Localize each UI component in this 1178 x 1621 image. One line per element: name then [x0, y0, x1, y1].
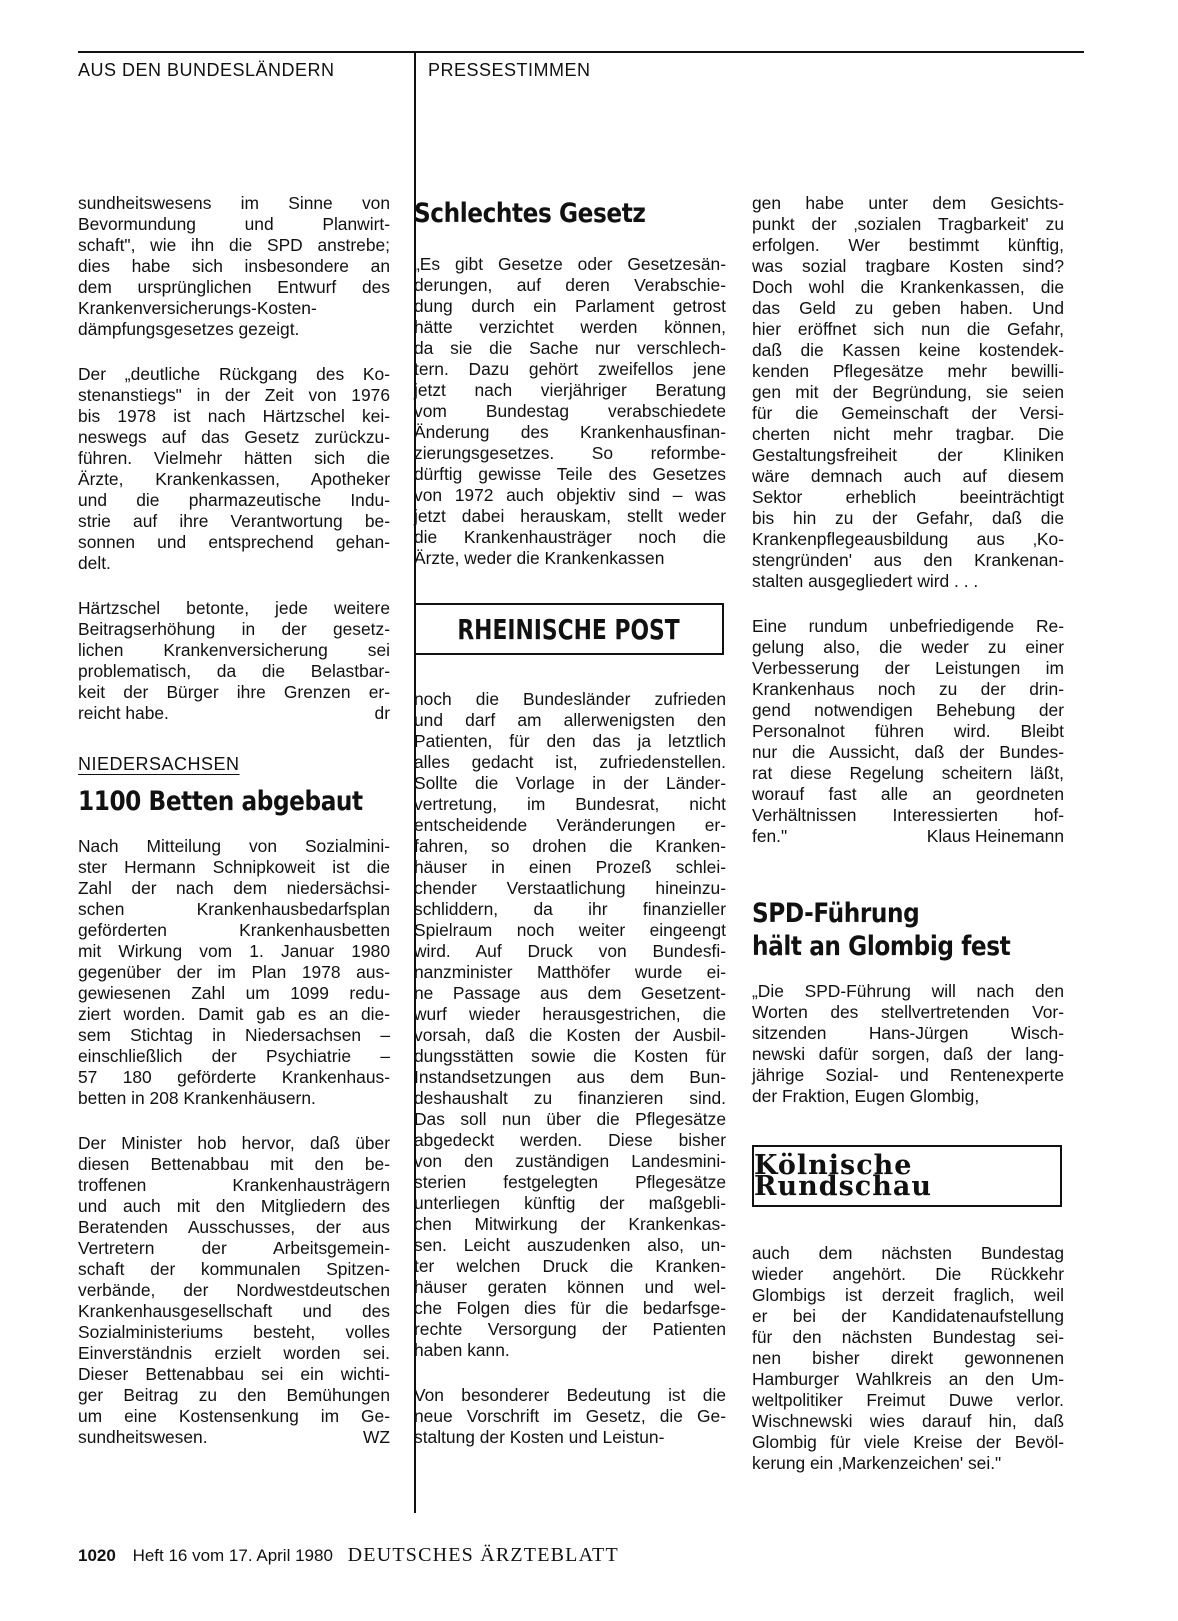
text-line: Beratenden Ausschusses, der aus [78, 1217, 390, 1237]
text-line: kenden Pflegesätze mehr bewilli- [752, 361, 1064, 381]
text-line: stalten ausgegliedert wird . . . [752, 571, 979, 591]
text-line: haben kann. [414, 1340, 510, 1360]
col2-para3 [414, 1385, 726, 1448]
text-line: Doch wohl die Krankenkassen, die [752, 277, 1064, 297]
text-line: chen Mitwirkung der Krankenkas- [414, 1214, 726, 1234]
text-line: strie auf ihre Verantwortung be- [78, 511, 390, 531]
text-line: zierungsgesetzes. So reformbe- [414, 443, 726, 463]
text-line: vertretung, im Bundesrat, nicht [414, 794, 726, 814]
text-line: nen bisher direkt gewonnenen [752, 1348, 1064, 1368]
col1-para4 [78, 836, 390, 1109]
text-line: Änderung des Krankenhausfinan- [414, 422, 726, 442]
text-line: gegenüber der im Plan 1978 aus- [78, 962, 390, 982]
text-line: von 1972 auch objektiv sind – was [414, 485, 726, 505]
page-footer [78, 1544, 619, 1567]
text-line: geförderten Krankenhausbetten [78, 920, 390, 940]
col1-para3 [78, 598, 390, 724]
text-line: fahren, so drohen die Kranken- [414, 836, 726, 856]
text-line: fen." Klaus Heinemann [752, 826, 1064, 846]
text-line: verbände, der Nordwestdeutschen [78, 1280, 390, 1300]
text-line: Wischnewski wies darauf hin, daß [752, 1411, 1064, 1431]
text-line: nanzminister Matthöfer wurde ei- [414, 962, 726, 982]
article-headline-betten: 1100 Betten abgebaut [78, 786, 363, 817]
text-line: „Es gibt Gesetze oder Gesetzesän- [414, 254, 726, 274]
text-line: nur die Aussicht, daß der Bundes- [752, 742, 1064, 762]
text-line: sem Stichtag in Niedersachsen – [78, 1025, 390, 1045]
text-line: dem ursprünglichen Entwurf des [78, 277, 390, 297]
text-line: stenanstiegs" in der Zeit von 1976 [78, 385, 390, 405]
text-line: vom Bundestag verabschiedete [414, 401, 726, 421]
text-line: dungsstätten sowie die Kosten für [414, 1046, 726, 1066]
text-line: tern. Dazu gehört zweifellos jene [414, 359, 726, 379]
text-line: vorsah, daß die Kosten der Ausbil- [414, 1025, 726, 1045]
col2-para1 [414, 254, 726, 569]
text-line: Worten des stellvertretenden Vor- [752, 1002, 1064, 1022]
text-line: betten in 208 Krankenhäusern. [78, 1088, 316, 1108]
text-line: punkt der ‚sozialen Tragbarkeit' zu [752, 214, 1064, 234]
text-line: dung durch ein Parlament getrost [414, 296, 726, 316]
col3-para1 [752, 193, 1064, 592]
column-2 [414, 193, 726, 1472]
text-line: er bei der Kandidatenaufstellung [752, 1306, 1064, 1326]
koelnische-rundschau-logo [752, 1145, 1062, 1207]
text-line: chender Verstaatlichung hineinzu- [414, 878, 726, 898]
text-line: lichen Krankenversicherung sei [78, 640, 390, 660]
text-line: einschließlich der Psychiatrie – [78, 1046, 390, 1066]
text-line: diesen Bettenabbau mit den be- [78, 1154, 390, 1174]
text-line: Eine rundum unbefriedigende Re- [752, 616, 1064, 636]
text-line: Einverständnis erzielt worden sei. [78, 1343, 390, 1363]
text-line: kerung ein ‚Markenzeichen' sei." [752, 1453, 1002, 1473]
text-line: Zahl der nach dem niedersächsi- [78, 878, 390, 898]
text-line: auch dem nächsten Bundestag [752, 1243, 1064, 1263]
text-line: Härtzschel betonte, jede weitere [78, 598, 390, 618]
text-line: die Krankenhausträger noch die [414, 527, 726, 547]
text-line: Glombig für viele Kreise der Bevöl- [752, 1432, 1064, 1452]
header-rule [78, 51, 1084, 53]
text-line: unterliegen künftig der maßgebli- [414, 1193, 726, 1213]
text-line: Von besonderer Bedeutung ist die [414, 1385, 726, 1405]
text-line: und darf am allerwenigsten den [414, 710, 726, 730]
text-line: Dieser Bettenabbau sei ein wichti- [78, 1364, 390, 1384]
text-line: Ärzte, weder die Krankenkassen [414, 548, 665, 568]
text-line: Personalnot führen wird. Bleibt [752, 721, 1064, 741]
text-line: neswegs auf das Gesetz zurückzu- [78, 427, 390, 447]
text-line: Bevormundung und Planwirt- [78, 214, 390, 234]
text-line: Vertretern der Arbeitsgemein- [78, 1238, 390, 1258]
text-line: Verbesserung der Leistungen im [752, 658, 1064, 678]
text-line: hätte verzichtet werden können, [414, 317, 726, 337]
text-line: wieder angehört. Die Rückkehr [752, 1264, 1064, 1284]
col3-para3 [752, 981, 1064, 1107]
text-line: Instandsetzungen aus dem Bun- [414, 1067, 726, 1087]
text-line: ster Hermann Schnipkoweit ist die [78, 857, 390, 877]
article-headline-schlechtes-gesetz: Schlechtes Gesetz [414, 198, 646, 229]
text-line: mit Wirkung vom 1. Januar 1980 [78, 941, 390, 961]
rheinische-post-logo-text: RHEINISCHE POST [457, 612, 681, 646]
text-line: problematisch, da die Belastbar- [78, 661, 390, 681]
rheinische-post-logo [414, 603, 724, 655]
magazine-name: DEUTSCHES ÄRZTEBLATT [347, 1544, 619, 1566]
text-line: sundheitswesen. WZ [78, 1427, 390, 1447]
text-line: jetzt dabei herauskam, stellt weder [414, 506, 726, 526]
text-line: häuser in einen Prozeß schlei- [414, 857, 726, 877]
text-line: troffenen Krankenhausträgern [78, 1175, 390, 1195]
text-line: Nach Mitteilung von Sozialmini- [78, 836, 390, 856]
col3-para2 [752, 616, 1064, 847]
text-line: schliddern, da ihr finanzieller [414, 899, 726, 919]
text-line: sitzenden Hans-Jürgen Wisch- [752, 1023, 1064, 1043]
text-line: deshaushalt zu finanzieren sind. [414, 1088, 726, 1108]
text-line: Sozialministeriums besteht, volles [78, 1322, 390, 1342]
text-line: führen. Vielmehr hätten sich die [78, 448, 390, 468]
text-line: staltung der Kosten und Leistun- [414, 1427, 665, 1447]
text-line: weltpolitiker Freimut Duwe verlor. [752, 1390, 1064, 1410]
page-number: 1020 [78, 1546, 116, 1565]
text-line: dürftig gewisse Teile des Gesetzes [414, 464, 726, 484]
text-line: alles gedacht ist, zufriedenstellen. [414, 752, 726, 772]
text-line: jetzt nach vierjähriger Beratung [414, 380, 726, 400]
col1-para5 [78, 1133, 390, 1448]
text-line: 57 180 geförderte Krankenhaus- [78, 1067, 390, 1087]
text-line: Spielraum noch weiter eingeengt [414, 920, 726, 940]
text-line: derungen, auf deren Verabschie- [414, 275, 726, 295]
text-line: Krankenversicherungs-Kosten- [78, 298, 317, 318]
section-label-right: PRESSESTIMMEN [428, 60, 591, 80]
text-line: von den zuständigen Landesmini- [414, 1151, 726, 1171]
text-line: wurf wieder herausgestrichen, die [414, 1004, 726, 1024]
text-line: noch die Bundesländer zufrieden [414, 689, 726, 709]
text-line: wäre demnach auch auf diesem [752, 466, 1064, 486]
col1-para2 [78, 364, 390, 574]
col3-para4 [752, 1243, 1064, 1474]
text-line: Glombigs ist derzeit fraglich, weil [752, 1285, 1064, 1305]
text-line: reicht habe. dr [78, 703, 390, 723]
text-line: was sozial tragbare Kosten sind? [752, 256, 1064, 276]
text-line: Krankenhaus noch zu der drin- [752, 679, 1064, 699]
article-headline-spd-line1: SPD-Führung [752, 898, 920, 929]
text-line: Das soll nun über die Pflegesätze [414, 1109, 726, 1129]
text-line: schaft der kommunalen Spitzen- [78, 1259, 390, 1279]
text-line: „Die SPD-Führung will nach den [752, 981, 1064, 1001]
text-line: keit der Bürger ihre Grenzen er- [78, 682, 390, 702]
text-line: Sollte die Vorlage in der Länder- [414, 773, 726, 793]
text-line: Ärzte, Krankenkassen, Apotheker [78, 469, 390, 489]
text-line: gen mit der Begründung, sie seien [752, 382, 1064, 402]
text-line: bis hin zu der Gefahr, daß die [752, 508, 1064, 528]
text-line: Krankenhausgesellschaft und des [78, 1301, 390, 1321]
text-line: häuser geraten können und wel- [414, 1277, 726, 1297]
text-line: sterien festgelegten Pflegesätze [414, 1172, 726, 1192]
text-line: hier eröffnet sich nun die Gefahr, [752, 319, 1064, 339]
text-line: sen. Leicht auszudenken also, un- [414, 1235, 726, 1255]
text-line: erfolgen. Wer bestimmt künftig, [752, 235, 1064, 255]
region-subhead: NIEDERSACHSEN [78, 754, 240, 774]
text-line: dies habe sich insbesondere an [78, 256, 390, 276]
text-line: Patienten, für den das ja letztlich [414, 731, 726, 751]
article-headline-spd-line2: hält an Glombig fest [752, 931, 1011, 962]
text-line: für den nächsten Bundestag sei- [752, 1327, 1064, 1347]
text-line: sundheitswesens im Sinne von [78, 193, 390, 213]
text-line: da sie die Sache nur verschlech- [414, 338, 726, 358]
text-line: Krankenpflegeausbildung aus ‚Ko- [752, 529, 1064, 549]
text-line: che Folgen dies für die bedarfsge- [414, 1298, 726, 1318]
text-line: Gestaltungsfreiheit der Kliniken [752, 445, 1064, 465]
text-line: gewiesenen Zahl um 1099 redu- [78, 983, 390, 1003]
text-line: ter welchen Druck die Kranken- [414, 1256, 726, 1276]
text-line: Beitragserhöhung in der gesetz- [78, 619, 390, 639]
text-line: delt. [78, 553, 111, 573]
text-line: für die Gemeinschaft der Versi- [752, 403, 1064, 423]
text-line: schen Krankenhausbedarfsplan [78, 899, 390, 919]
text-line: gen habe unter dem Gesichts- [752, 193, 1064, 213]
text-line: gend notwendigen Behebung der [752, 700, 1064, 720]
text-line: cherten nicht mehr tragbar. Die [752, 424, 1064, 444]
text-line: entscheidende Veränderungen er- [414, 815, 726, 835]
text-line: newski dafür sorgen, daß der lang- [752, 1044, 1064, 1064]
text-line: und die pharmazeutische Indu- [78, 490, 390, 510]
text-line: rechte Versorgung der Patienten [414, 1319, 726, 1339]
col2-para2 [414, 689, 726, 1361]
text-line: Hamburger Wahlkreis an den Um- [752, 1369, 1064, 1389]
text-line: neue Vorschrift im Gesetz, die Ge- [414, 1406, 726, 1426]
text-line: ziert worden. Damit gab es an die- [78, 1004, 390, 1024]
text-line: ne Passage aus dem Gesetzent- [414, 983, 726, 1003]
column-3 [752, 193, 1064, 1498]
text-line: Sektor erheblich beeinträchtigt [752, 487, 1064, 507]
column-1 [78, 193, 390, 1472]
text-line: ger Beitrag zu den Bemühungen [78, 1385, 390, 1405]
text-line: und auch mit den Mitgliedern des [78, 1196, 390, 1216]
text-line: daß die Kassen keine kostendek- [752, 340, 1064, 360]
text-line: dämpfungsgesetzes gezeigt. [78, 319, 300, 339]
koelnische-rundschau-logo-text: Kölnische Rundschau [754, 1150, 932, 1202]
text-line: schaft", wie ihn die SPD anstrebe; [78, 235, 390, 255]
text-line: Der „deutliche Rückgang des Ko- [78, 364, 390, 384]
text-line: gelung also, die weder zu einer [752, 637, 1064, 657]
col1-para1 [78, 193, 390, 340]
text-line: Der Minister hob hervor, daß über [78, 1133, 390, 1153]
text-line: jährige Sozial- und Rentenexperte [752, 1065, 1064, 1085]
text-line: Verhältnissen Interessierten hof- [752, 805, 1064, 825]
text-line: abgedeckt werden. Diese bisher [414, 1130, 726, 1150]
text-line: stengründen' aus den Krankenan- [752, 550, 1064, 570]
section-label-left: AUS DEN BUNDESLÄNDERN [78, 60, 335, 80]
text-line: worauf fast alle an geordneten [752, 784, 1064, 804]
text-line: sonnen und entsprechend gehan- [78, 532, 390, 552]
text-line: bis 1978 ist nach Härtzschel kei- [78, 406, 390, 426]
text-line: um eine Kostensenkung im Ge- [78, 1406, 390, 1426]
text-line: rat diese Regelung scheitern läßt, [752, 763, 1064, 783]
issue-info: Heft 16 vom 17. April 1980 [132, 1546, 333, 1565]
text-line: das Geld zu geben haben. Und [752, 298, 1064, 318]
text-line: der Fraktion, Eugen Glombig, [752, 1086, 980, 1106]
text-line: wird. Auf Druck von Bundesfi- [414, 941, 726, 961]
